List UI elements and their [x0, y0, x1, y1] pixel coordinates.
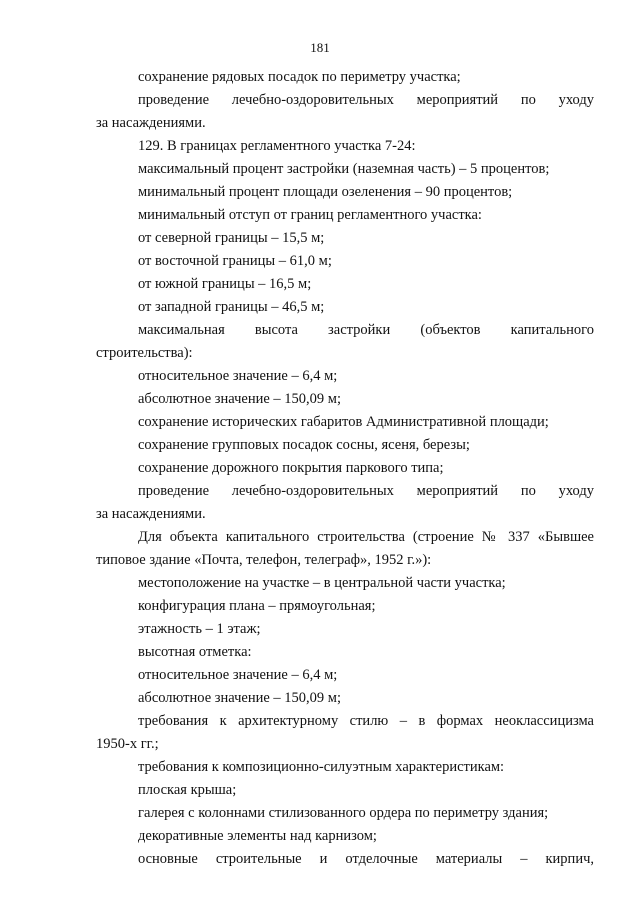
- text-line: проведение лечебно-оздоровительных мероприятий по уходу: [138, 483, 594, 499]
- text-line: за насаждениями.: [96, 115, 206, 131]
- text-line: относительное значение – 6,4 м;: [138, 368, 338, 384]
- text-line: типовое здание «Почта, телефон, телеграф», 1952 г.»):: [96, 552, 432, 568]
- text-line: от западной границы – 46,5 м;: [138, 299, 325, 315]
- text-line: галерея с колоннами стилизованного ордера по периметру здания;: [138, 805, 549, 821]
- text-line: за насаждениями.: [96, 506, 206, 522]
- text-line: Для объекта капитального строительства (строение № 337 «Бывшее: [138, 529, 594, 545]
- text-line: этажность – 1 этаж;: [138, 621, 261, 637]
- text-line: абсолютное значение – 150,09 м;: [138, 391, 341, 407]
- text-line: сохранение дорожного покрытия паркового типа;: [138, 460, 444, 476]
- text-line: 129. В границах регламентного участка 7-24:: [138, 138, 416, 154]
- text-line: от северной границы – 15,5 м;: [138, 230, 325, 246]
- page-number: 181: [310, 40, 330, 55]
- text-line: от восточной границы – 61,0 м;: [138, 253, 332, 269]
- document-body: [96, 66, 594, 871]
- text-line: требования к архитектурному стилю – в формах неоклассицизма: [138, 713, 594, 729]
- text-line: конфигурация плана – прямоугольная;: [138, 598, 376, 614]
- text-line: минимальный процент площади озеленения – 90 процентов;: [138, 184, 513, 200]
- text-line: 1950-х гг.;: [96, 736, 159, 752]
- text-line: строительства):: [96, 345, 193, 361]
- text-line: декоративные элементы над карнизом;: [138, 828, 377, 844]
- text-line: от южной границы – 16,5 м;: [138, 276, 312, 292]
- text-line: требования к композиционно-силуэтным характеристикам:: [138, 759, 505, 775]
- text-line: максимальная высота застройки (объектов капитального: [138, 322, 594, 338]
- text-line: сохранение групповых посадок сосны, ясеня, березы;: [138, 437, 470, 453]
- text-line: сохранение рядовых посадок по периметру участка;: [138, 69, 461, 85]
- text-line: минимальный отступ от границ регламентного участка:: [138, 207, 482, 223]
- text-line: плоская крыша;: [138, 782, 237, 798]
- text-line: высотная отметка:: [138, 644, 252, 660]
- text-line: проведение лечебно-оздоровительных мероприятий по уходу: [138, 92, 594, 108]
- text-line: местоположение на участке – в центральной части участка;: [138, 575, 506, 591]
- text-line: сохранение исторических габаритов Административной площади;: [138, 414, 549, 430]
- text-line: абсолютное значение – 150,09 м;: [138, 690, 341, 706]
- text-line: максимальный процент застройки (наземная часть) – 5 процентов;: [138, 161, 550, 177]
- text-line: основные строительные и отделочные материалы – кирпич,: [138, 851, 594, 867]
- text-line: относительное значение – 6,4 м;: [138, 667, 338, 683]
